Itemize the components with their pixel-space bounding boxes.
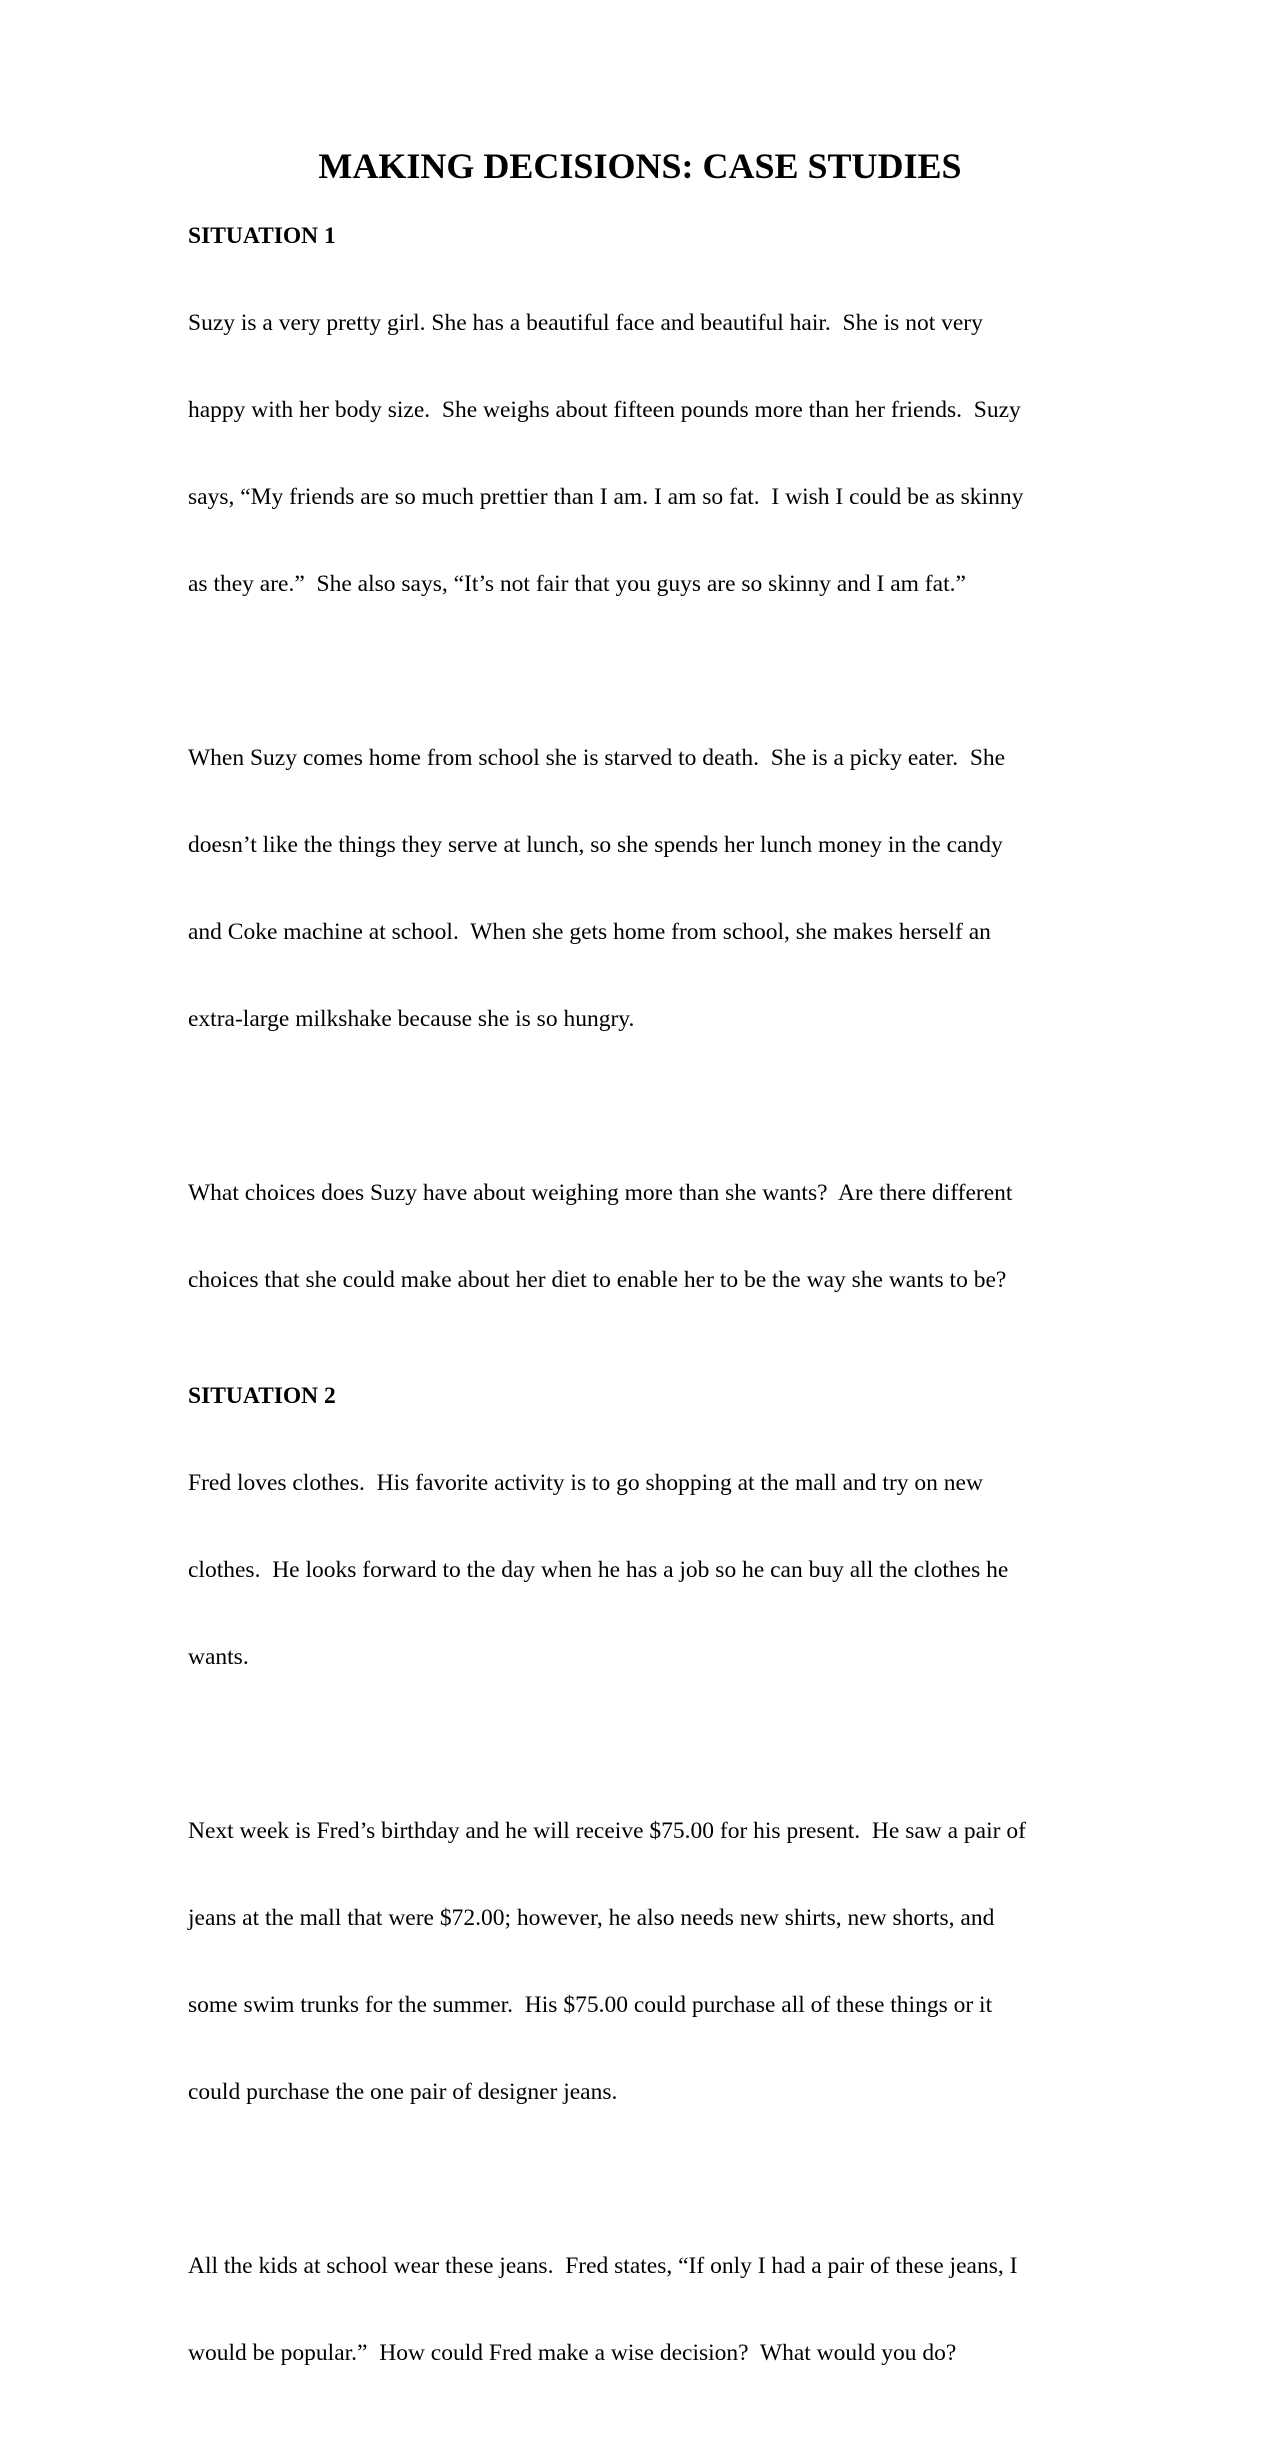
paragraph: [188, 686, 1088, 1092]
text-line: What choices does Suzy have about weighing more than she wants? Are there different: [188, 1180, 1013, 1206]
text-line: wants.: [188, 1644, 249, 1670]
situation-1: [188, 222, 1088, 1353]
paragraph: [188, 1121, 1088, 1353]
situation-heading: SITUATION 1: [188, 223, 336, 249]
situation-2: [188, 1382, 1088, 2426]
paragraph: [188, 2194, 1088, 2426]
text-line: All the kids at school wear these jeans. Fred states, “If only I had a pair of these jeans, I: [188, 2253, 1018, 2279]
text-line: happy with her body size. She weighs about fifteen pounds more than her friends. Suzy: [188, 397, 1021, 423]
text-line: Next week is Fred’s birthday and he will receive $75.00 for his present. He saw a pair of: [188, 1818, 1026, 1844]
document-body: [188, 222, 1088, 2455]
text-line: extra-large milkshake because she is so hungry.: [188, 1006, 635, 1032]
page-title: MAKING DECISIONS: CASE STUDIES: [318, 146, 962, 186]
text-line: jeans at the mall that were $72.00; however, he also needs new shirts, new shorts, and: [188, 1905, 995, 1931]
text-line: clothes. He looks forward to the day when he has a job so he can buy all the clothes he: [188, 1557, 1009, 1583]
text-line: says, “My friends are so much prettier than I am. I am so fat. I wish I could be as skinny: [188, 484, 1024, 510]
text-line: and Coke machine at school. When she gets home from school, she makes herself an: [188, 919, 991, 945]
text-line: could purchase the one pair of designer jeans.: [188, 2079, 618, 2105]
text-line: would be popular.” How could Fred make a wise decision? What would you do?: [188, 2340, 957, 2366]
paragraph: [188, 1411, 1088, 1730]
paragraph: [188, 1759, 1088, 2165]
text-line: Fred loves clothes. His favorite activity is to go shopping at the mall and try on new: [188, 1470, 983, 1496]
text-line: When Suzy comes home from school she is starved to death. She is a picky eater. She: [188, 745, 1006, 771]
paragraph: [188, 251, 1088, 657]
situation-heading: SITUATION 2: [188, 1383, 336, 1409]
text-line: doesn’t like the things they serve at lunch, so she spends her lunch money in the candy: [188, 832, 1003, 858]
text-line: some swim trunks for the summer. His $75.00 could purchase all of these things or it: [188, 1992, 993, 2018]
text-line: as they are.” She also says, “It’s not fair that you guys are so skinny and I am fat.”: [188, 571, 966, 597]
text-line: Suzy is a very pretty girl. She has a beautiful face and beautiful hair. She is not very: [188, 310, 983, 336]
text-line: choices that she could make about her diet to enable her to be the way she wants to be?: [188, 1267, 1007, 1293]
